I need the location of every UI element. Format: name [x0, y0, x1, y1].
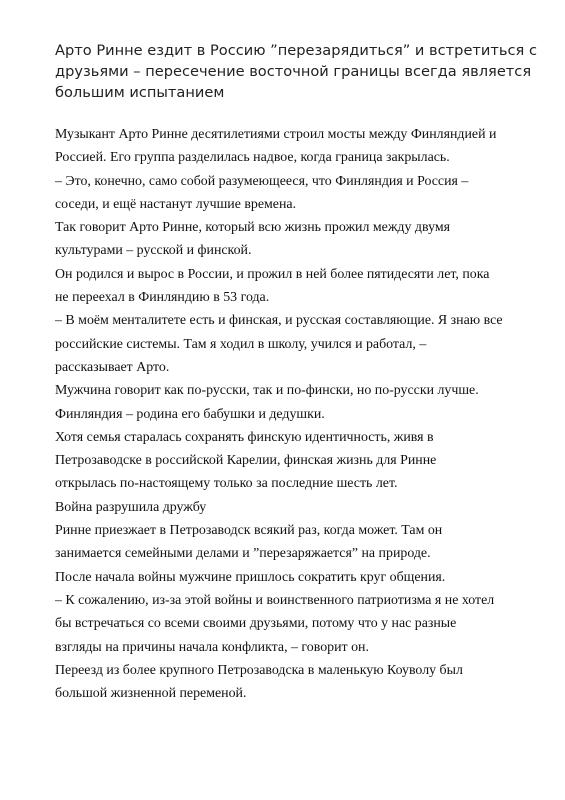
- body-line: Мужчина говорит как по-русски, так и по-фински, но по-русски лучше.: [55, 383, 479, 399]
- body-line: большой жизненной переменой.: [55, 686, 247, 702]
- body-line: занимается семейными делами и ”перезаряжается” на природе.: [55, 546, 431, 562]
- body-line: Музыкант Арто Ринне десятилетиями строил мосты между Финляндией и: [55, 127, 497, 142]
- body-line: Ринне приезжает в Петрозаводск всякий раз, когда может. Там он: [55, 523, 443, 539]
- title-line: большим испытанием: [55, 84, 225, 101]
- body-line: Переезд из более крупного Петрозаводска в маленькую Коуволу был: [55, 662, 463, 678]
- body-line: культурами – русской и финской.: [55, 243, 252, 259]
- body-line: Так говорит Арто Ринне, который всю жизнь прожил между двумя: [55, 220, 451, 236]
- title-line: друзьями – пересечение восточной границы всегда является: [55, 63, 532, 80]
- body-line: рассказывает Арто.: [55, 359, 170, 375]
- body-line: бы встречаться со всеми своими друзьями, потому что у нас разные: [55, 616, 457, 632]
- body-line: После начала войны мужчине пришлось сократить круг общения.: [55, 569, 446, 585]
- body-line: не переехал в Финляндию в 53 года.: [55, 290, 270, 306]
- body-line: Петрозаводске в российской Карелии, финская жизнь для Ринне: [55, 453, 437, 469]
- body-line: Он родился и вырос в России, и прожил в ней более пятидесяти лет, пока: [55, 266, 490, 282]
- body-line: открылась по-настоящему только за последние шесть лет.: [55, 476, 398, 492]
- article-title: [55, 40, 537, 103]
- body-line: Хотя семья старалась сохранять финскую идентичность, живя в: [55, 429, 434, 445]
- body-line: – Это, конечно, само собой разумеющееся, что Финляндия и Россия –: [55, 173, 469, 189]
- body-line: Россией. Его группа разделилась надвое, когда граница закрылась.: [55, 150, 450, 166]
- body-line: – К сожалению, из-за этой войны и воинственного патриотизма я не хотел: [55, 592, 495, 608]
- body-line: взгляды на причины начала конфликта, – говорит он.: [55, 639, 369, 655]
- body-line: российские системы. Там я ходил в школу, учился и работал, –: [55, 336, 427, 352]
- body-line: – В моём менталитете есть и финская, и русская составляющие. Я знаю все: [55, 313, 503, 329]
- body-line: соседи, и ещё настанут лучшие времена.: [55, 196, 297, 212]
- section-heading: Война разрушила дружбу: [55, 499, 207, 515]
- body-line: Финляндия – родина его бабушки и дедушки.: [55, 406, 325, 422]
- article-body: [55, 123, 525, 705]
- title-line: Арто Ринне ездит в Россию ”перезарядиться” и встретиться с: [55, 42, 537, 59]
